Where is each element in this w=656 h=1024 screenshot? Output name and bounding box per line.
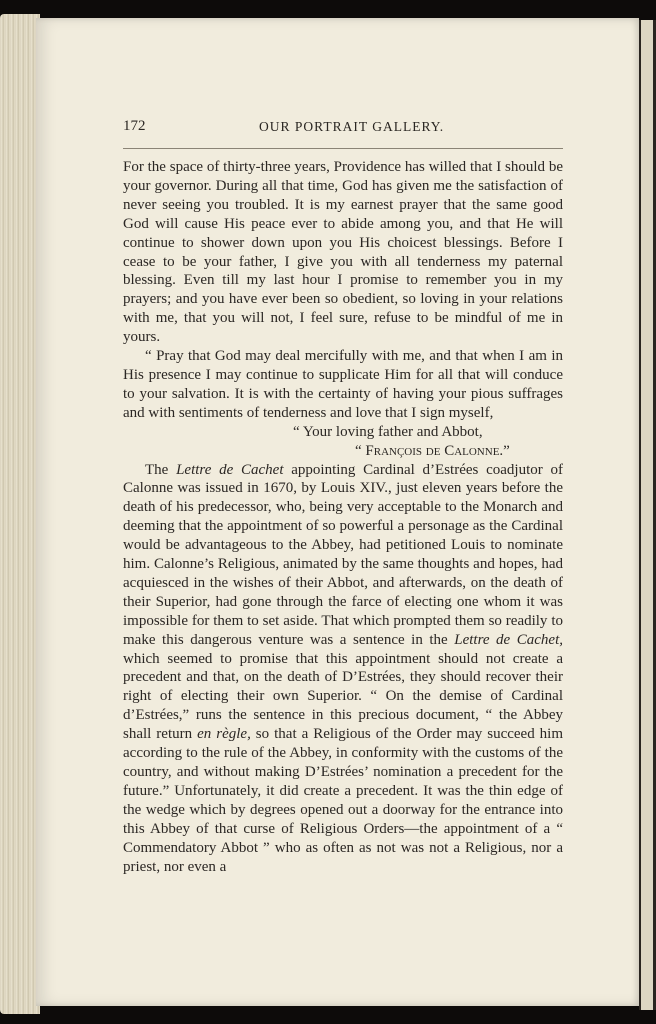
book-page-edges [0, 14, 40, 1014]
italic-phrase: en règle, [197, 726, 251, 743]
italic-title: Lettre de Cachet, [454, 631, 563, 648]
body-text [123, 158, 563, 876]
paragraph-letter-2: “ Pray that God may deal mercifully with me, and that when I am in His presence I may continue to supplicate Him for all that will conduce to your salvation. It is with the certainty of having your pious suffrages and with sentiments of tenderness and love that I sign myself, [123, 348, 563, 421]
italic-title: Lettre de Cachet [176, 461, 284, 478]
letter-signature: “ François de Calonne.” [355, 442, 510, 459]
facing-page-edge [639, 20, 656, 1010]
letter-closing: “ Your loving father and Abbot, [293, 423, 483, 440]
paragraph-letter-1: For the space of thirty-three years, Providence has willed that I should be your governor. During all that time, God has given me the satisfaction of never seeing you troubled. It is my earnest prayer that the same good God will cause His peace ever to abide among you, and that He will continue to shower down upon you His choicest blessings. Before I cease to be your father, I give you with all tenderness my paternal blessing. Even till my last hour I promise to remember you in my prayers; and you have ever been so obedient, so loving in your relations with me, that you will not, I feel sure, refuse to be mindful of me in yours. [123, 159, 563, 346]
page-number: 172 [123, 118, 146, 134]
running-head: OUR PORTRAIT GALLERY. [259, 119, 445, 134]
page-header [123, 118, 563, 140]
paragraph-lettre-de-cachet: The Lettre de Cachet appointing Cardinal d’Estrées coadjutor of Calonne was issued in 1670, by Louis XIV., just eleven years before the death of his predecessor, who, being very acceptable to the Monarch and deeming that the appointment of so powerful a personage as the Cardinal would be advantageous to the Abbey, had petitioned Louis to nominate him. Calonne’s Religious, animated by the same thoughts and hopes, had acquiesced in the wishes of their Abbot, and afterwards, on the death of their Superior, had gone through the farce of electing one whom it was impossible for them to set aside. That which prompted them so readily to make this dangerous venture was a sentence in the Lettre de Cachet, which seemed to promise that this appointment should not create a precedent and that, on the death of D’Estrées, they should recover their right of electing their own Superior. “ On the demise of Cardinal d’Estrées,” runs the sentence in this precious document, “ the Abbey shall return en règle, so that a Religious of the Order may succeed him according to the rule of the Abbey, in conformity with the customs of the country, and without making D’Estrées’ nomination a precedent for the future.” Unfortunately, it did create a precedent. It was the thin edge of the wedge which by degrees opened out a doorway for the entrance into this Abbey of that curse of Religious Orders—the appointment of a “ Commendatory Abbot ” who as often as not was not a Religious, nor a priest, nor even a [123, 461, 564, 875]
header-rule [123, 148, 563, 149]
